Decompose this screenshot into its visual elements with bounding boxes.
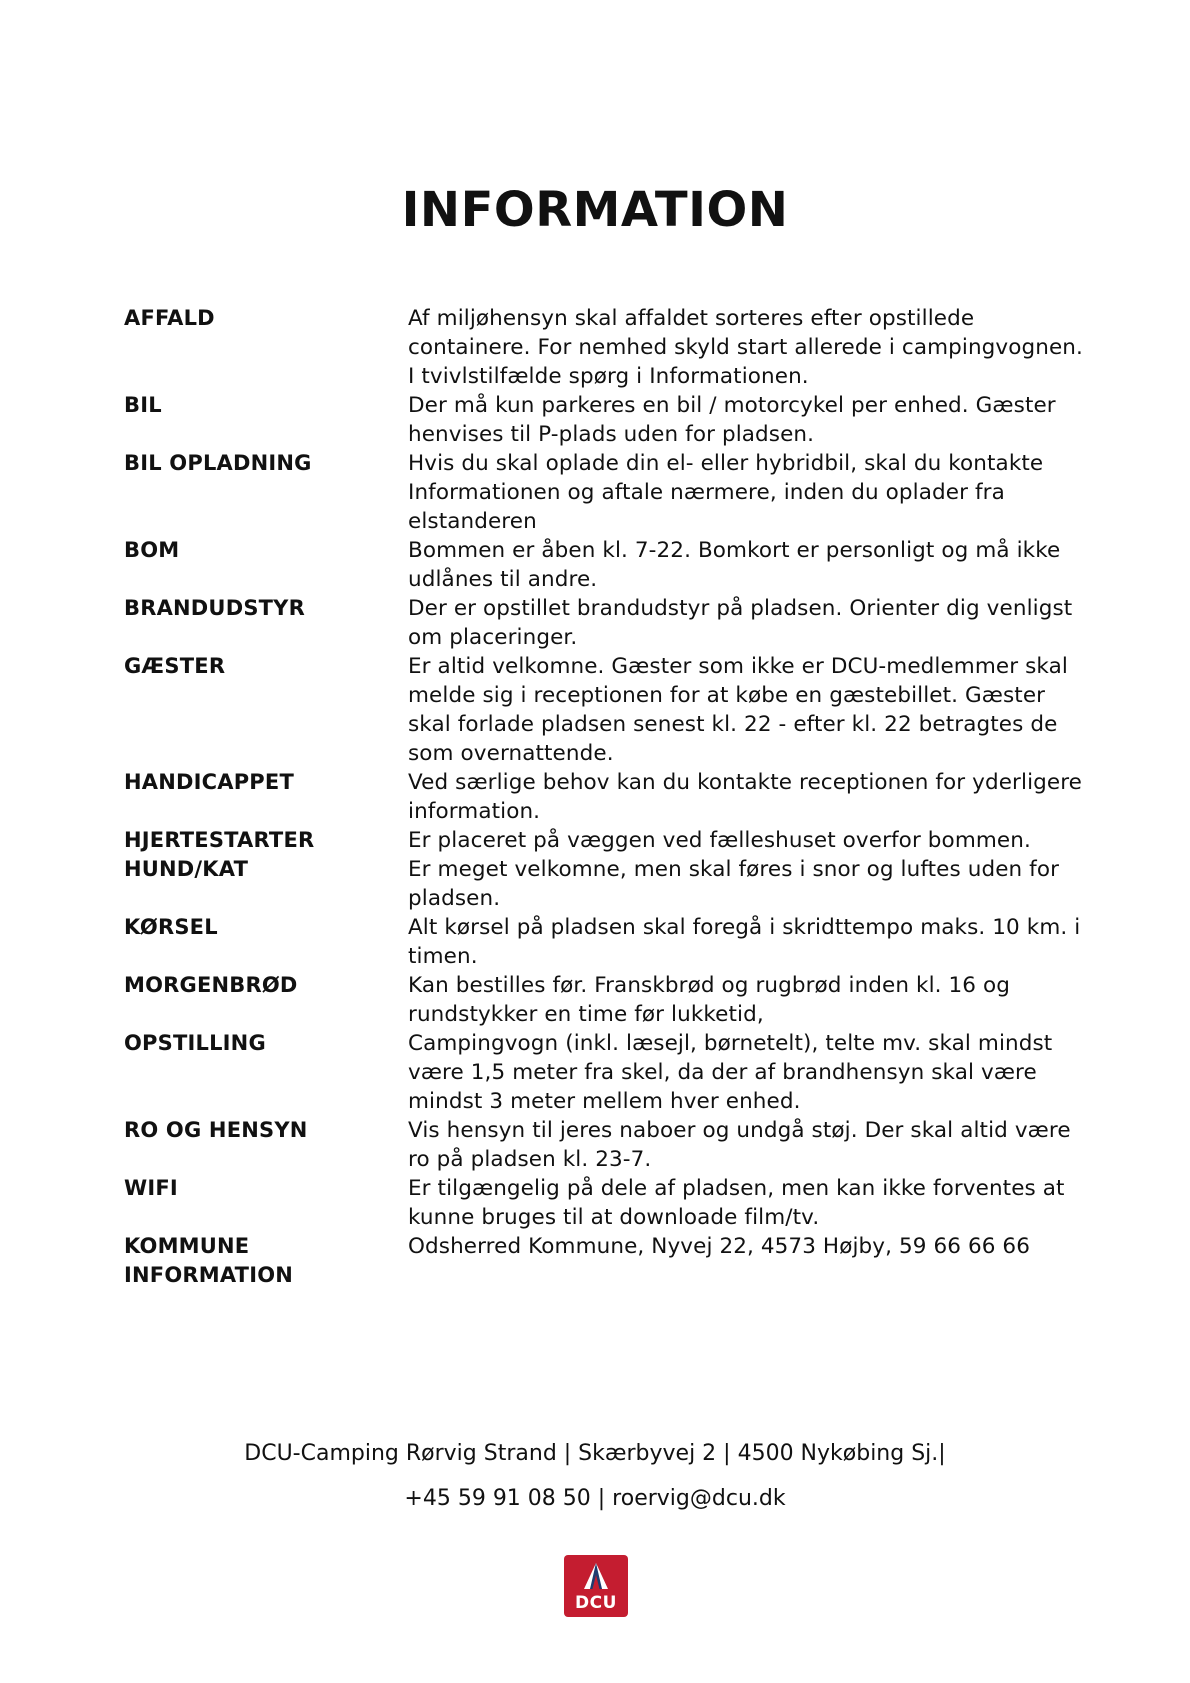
- info-entry-bil-opladning: [124, 449, 1084, 536]
- entry-term: KOMMUNE INFORMATION: [124, 1234, 294, 1287]
- entry-term: OPSTILLING: [124, 1031, 266, 1055]
- entry-text: Ved særlige behov kan du kontakte receptionen for yderligere information.: [408, 770, 1083, 824]
- entry-text: Alt kørsel på pladsen skal foregå i skridttempo maks. 10 km. i timen.: [408, 915, 1081, 969]
- entry-term: HUND/KAT: [124, 857, 249, 881]
- info-entry-hjertestarter: [124, 826, 1084, 855]
- entry-term: AFFALD: [124, 306, 215, 330]
- footer-address: DCU-Camping Rørvig Strand | Skærbyvej 2 | 4500 Nykøbing Sj.|: [244, 1441, 946, 1466]
- info-entry-ro-og-hensyn: [124, 1116, 1084, 1174]
- entry-text: Der er opstillet brandudstyr på pladsen. Orienter dig venligst om placeringer.: [408, 596, 1073, 650]
- info-entry-affald: [124, 304, 1084, 391]
- entry-text: Bommen er åben kl. 7-22. Bomkort er personligt og må ikke udlånes til andre.: [408, 538, 1061, 592]
- info-entry-morgenbroed: [124, 971, 1084, 1029]
- info-entry-bil: [124, 391, 1084, 449]
- entry-term: HJERTESTARTER: [124, 828, 315, 852]
- entry-term: BIL OPLADNING: [124, 451, 312, 475]
- info-entry-koersel: [124, 913, 1084, 971]
- entry-text: Er tilgængelig på dele af pladsen, men kan ikke forventes at kunne bruges til at downloade film/tv.: [408, 1176, 1065, 1230]
- entry-text: Er altid velkomne. Gæster som ikke er DCU-medlemmer skal melde sig i receptionen for at købe en gæstebillet. Gæster skal forlade pladsen senest kl. 22 - efter kl. 22 betragtes de som overnattende.: [408, 654, 1068, 766]
- entry-text: Der må kun parkeres en bil / motorcykel per enhed. Gæster henvises til P-plads uden for pladsen.: [408, 393, 1056, 447]
- info-entry-kommune-information: [124, 1232, 1084, 1290]
- entry-text: Hvis du skal oplade din el- eller hybridbil, skal du kontakte Informationen og aftale nærmere, inden du oplader fra elstanderen: [408, 451, 1044, 534]
- entry-term: RO OG HENSYN: [124, 1118, 308, 1142]
- info-list: [124, 304, 1084, 1290]
- footer-contact: +45 59 91 08 50 | roervig@dcu.dk: [404, 1486, 786, 1511]
- entry-text: Er meget velkomne, men skal føres i snor og luftes uden for pladsen.: [408, 857, 1060, 911]
- entry-term: BRANDUDSTYR: [124, 596, 305, 620]
- entry-term: GÆSTER: [124, 654, 226, 678]
- entry-text: Af miljøhensyn skal affaldet sorteres efter opstillede containere. For nemhed skyld start allerede i campingvognen. I tvivlstilfælde spørg i Informationen.: [408, 306, 1083, 389]
- info-entry-opstilling: [124, 1029, 1084, 1116]
- entry-term: MORGENBRØD: [124, 973, 298, 997]
- entry-text: Vis hensyn til jeres naboer og undgå støj. Der skal altid være ro på pladsen kl. 23-7.: [408, 1118, 1071, 1172]
- entry-text: Kan bestilles før. Franskbrød og rugbrød inden kl. 16 og rundstykker en time før lukketid,: [408, 973, 1011, 1027]
- info-entry-wifi: [124, 1174, 1084, 1232]
- entry-term: BOM: [124, 538, 180, 562]
- entry-text: Er placeret på væggen ved fælleshuset overfor bommen.: [408, 828, 1031, 853]
- entry-term: HANDICAPPET: [124, 770, 294, 794]
- info-entry-gaester: [124, 652, 1084, 768]
- entry-text: Campingvogn (inkl. læsejl, børnetelt), telte mv. skal mindst være 1,5 meter fra skel, da der af brandhensyn skal være mindst 3 meter mellem hver enhed.: [408, 1031, 1053, 1114]
- dcu-logo: [564, 1555, 628, 1617]
- info-entry-handicappet: [124, 768, 1084, 826]
- entry-term: BIL: [124, 393, 162, 417]
- entry-text: Odsherred Kommune, Nyvej 22, 4573 Højby, 59 66 66 66: [408, 1234, 1030, 1259]
- info-entry-hund-kat: [124, 855, 1084, 913]
- page-title: INFORMATION: [401, 182, 789, 238]
- entry-term: KØRSEL: [124, 915, 218, 939]
- info-entry-bom: [124, 536, 1084, 594]
- logo-text: DCU: [575, 1593, 617, 1613]
- info-entry-brandudstyr: [124, 594, 1084, 652]
- tent-icon: [564, 1555, 628, 1595]
- entry-term: WIFI: [124, 1176, 178, 1200]
